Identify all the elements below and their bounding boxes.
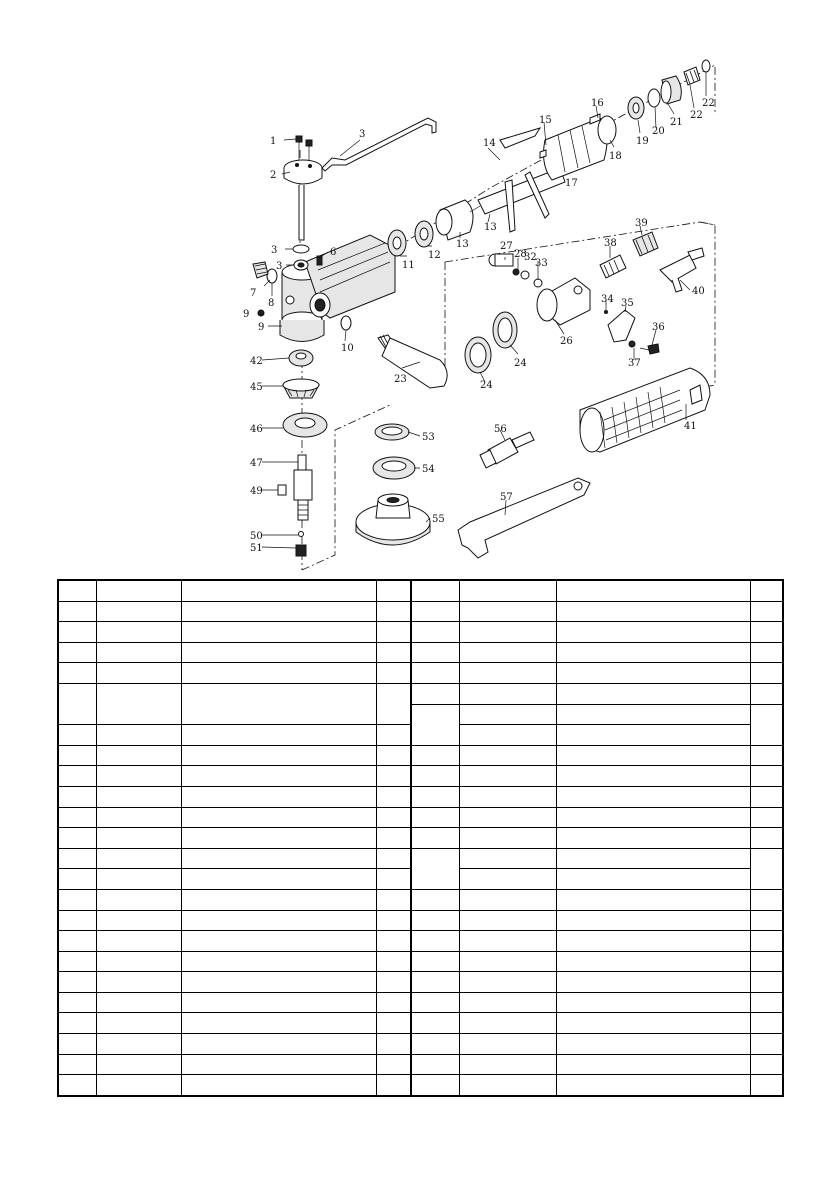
callout-2: 3 [276,261,283,272]
table-row [58,1075,783,1096]
callout-14: 17 [565,178,578,189]
callout-54: 9 [243,309,250,320]
table-row [58,951,783,972]
table-row [58,642,783,663]
callout-57: 22 [702,98,715,109]
callout-22b: 33 [535,258,548,269]
callout-11: 13 [484,222,497,233]
table-row [58,910,783,931]
callout-49: 57 [500,492,513,503]
table-row [58,992,783,1013]
callout-56: 22 [690,110,703,121]
callout-42: 54 [422,464,435,475]
throttle-lever-part [605,310,660,354]
table-row [58,601,783,622]
callout-27: 36 [652,322,665,333]
callout-9a: 11 [402,260,415,271]
callout-21: 26 [560,336,573,347]
callout-24a: 28 [514,249,527,260]
callout-46: 7 [250,288,257,299]
table-row [58,889,783,910]
callout-13b: 16 [591,98,604,109]
table-row [58,828,783,849]
callout-28: 40 [692,286,705,297]
exploded-parts-diagram [0,0,840,575]
head-cap-part [284,136,322,240]
callout-55: 20 [652,126,665,137]
callout-10: 13 [456,239,469,250]
callout-50: 56 [494,424,507,435]
table-row [58,745,783,766]
wrench-part [458,478,590,558]
table-row [58,580,783,601]
callout-6: 3 [359,129,366,140]
callout-33: 39 [635,218,648,229]
callout-40: 46 [250,424,263,435]
table-row [58,766,783,787]
callout-35: 42 [250,356,263,367]
table-row [58,848,783,869]
callout-19: 6 [330,247,337,258]
callout-16: 19 [636,136,649,147]
callout-20: 24 [514,358,527,369]
hose-fitting-part [480,432,534,468]
callout-7: 2 [270,170,277,181]
callout-22a: 32 [524,252,537,263]
callout-39: 45 [250,382,263,393]
callout-3b: 8 [268,298,275,309]
callout-47: 23 [394,374,407,385]
handle-part [378,335,447,388]
callout-38: 51 [250,543,263,554]
motor-housing-part [580,368,710,452]
callout-24b: 34 [601,294,614,305]
valve-assembly-part [465,254,590,373]
callout-37: 49 [250,486,263,497]
callout-1: 9 [258,322,265,333]
backing-pad-part [356,424,430,545]
callout-36: 47 [250,458,263,469]
table-row [58,807,783,828]
callout-53: 50 [250,531,263,542]
table-row [58,683,783,704]
table-row [58,1054,783,1075]
callout-3c: 10 [341,343,354,354]
table-row [58,972,783,993]
callout-34: 41 [684,421,697,432]
spindle-stack-part [278,350,327,556]
callout-26: 35 [621,298,634,309]
callout-3: 3 [271,245,278,256]
table-row [58,931,783,952]
callout-8: 1 [270,136,277,147]
rotor-part [470,114,616,232]
parts-list-table [57,579,784,1097]
callout-13a: 15 [539,115,552,126]
callout-17: 21 [670,117,683,128]
table-row [58,622,783,643]
callout-18: 24 [480,380,493,391]
table-row [58,663,783,684]
callout-15: 18 [609,151,622,162]
table-row [58,1034,783,1055]
callout-9b: 12 [428,250,441,261]
table-row [58,786,783,807]
callout-23: 27 [500,241,513,252]
table-row [58,1013,783,1034]
callout-12: 14 [483,138,496,149]
callout-32: 38 [604,238,617,249]
hex-key-part [322,118,436,171]
callout-41: 53 [422,432,435,443]
callout-45: 55 [432,514,445,525]
callout-51: 37 [628,358,641,369]
